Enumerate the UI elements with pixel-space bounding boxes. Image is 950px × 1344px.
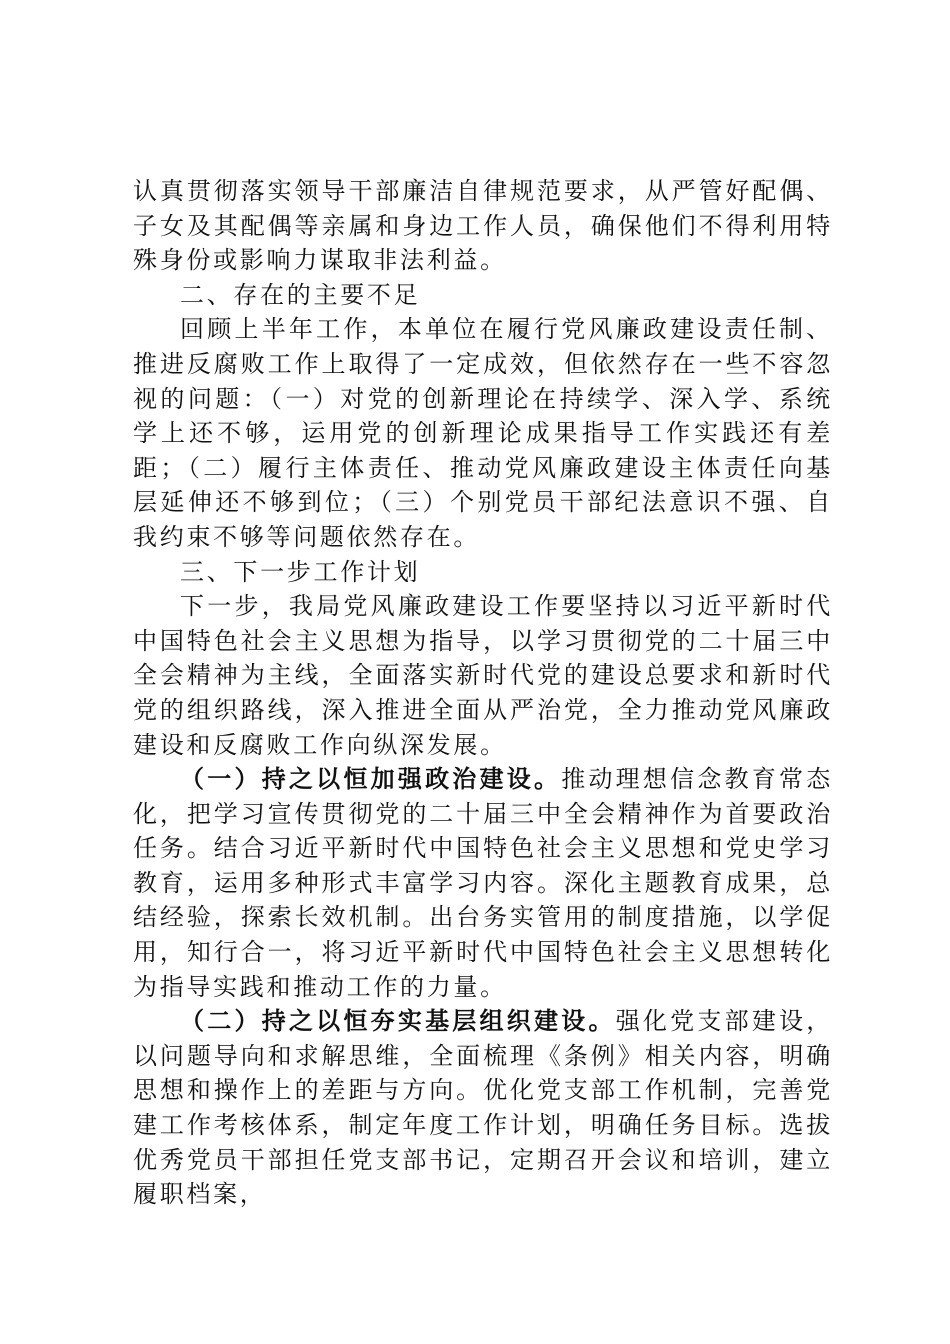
paragraph-political-construction: [133, 762, 833, 1004]
body-political-construction: 推动理想信念教育常态化，把学习宣传贯彻党的二十届三中全会精神作为首要政治任务。结合习近平新时代中国特色社会主义思想和党史学习教育，运用多种形式丰富学习内容。深化主题教育成果，总结经验，探索长效机制。出台务实管用的制度措施，以学促用，知行合一，将习近平新时代中国特色社会主义思想转化为指导实践和推动工作的力量。: [133, 765, 833, 1001]
section-heading-2: 二、存在的主要不足: [180, 280, 421, 309]
body-grassroots-organization: 强化党支部建设，以问题导向和求解思维，全面梳理《条例》相关内容，明确思想和操作上的差距与方向。优化党支部工作机制，完善党建工作考核体系，制定年度工作计划，明确任务目标。选拔优秀党员干部担任党支部书记，定期召开会议和培训，建立履职档案，: [133, 1007, 833, 1209]
paragraph-next-steps: 下一步，我局党风廉政建设工作要坚持以习近平新时代中国特色社会主义思想为指导，以学习贯彻党的二十届三中全会精神为主线，全面落实新时代党的建设总要求和新时代党的组织路线，深入推进全面从严治党，全力推动党风廉政建设和反腐败工作向纵深发展。: [133, 592, 833, 759]
paragraph-shortcomings: 回顾上半年工作，本单位在履行党风廉政建设责任制、推进反腐败工作上取得了一定成效，但依然存在一些不容忽视的问题：（一）对党的创新理论在持续学、深入学、系统学上还不够，运用党的创新理论成果指导工作实践还有差距；（二）履行主体责任、推动党风廉政建设主体责任向基层延伸还不够到位；（三）个别党员干部纪法意识不强、自我约束不够等问题依然存在。: [133, 315, 833, 551]
paragraph-continued: 认真贯彻落实领导干部廉洁自律规范要求，从严管好配偶、子女及其配偶等亲属和身边工作人员，确保他们不得利用特殊身份或影响力谋取非法利益。: [133, 177, 833, 275]
subheading-political-construction: （一）持之以恒加强政治建设。: [180, 764, 562, 794]
section-heading-3: 三、下一步工作计划: [180, 557, 421, 586]
document-body: [133, 174, 833, 1212]
subheading-grassroots-organization: （二）持之以恒夯实基层组织建设。: [180, 1006, 616, 1036]
paragraph-grassroots-organization: [133, 1004, 833, 1212]
